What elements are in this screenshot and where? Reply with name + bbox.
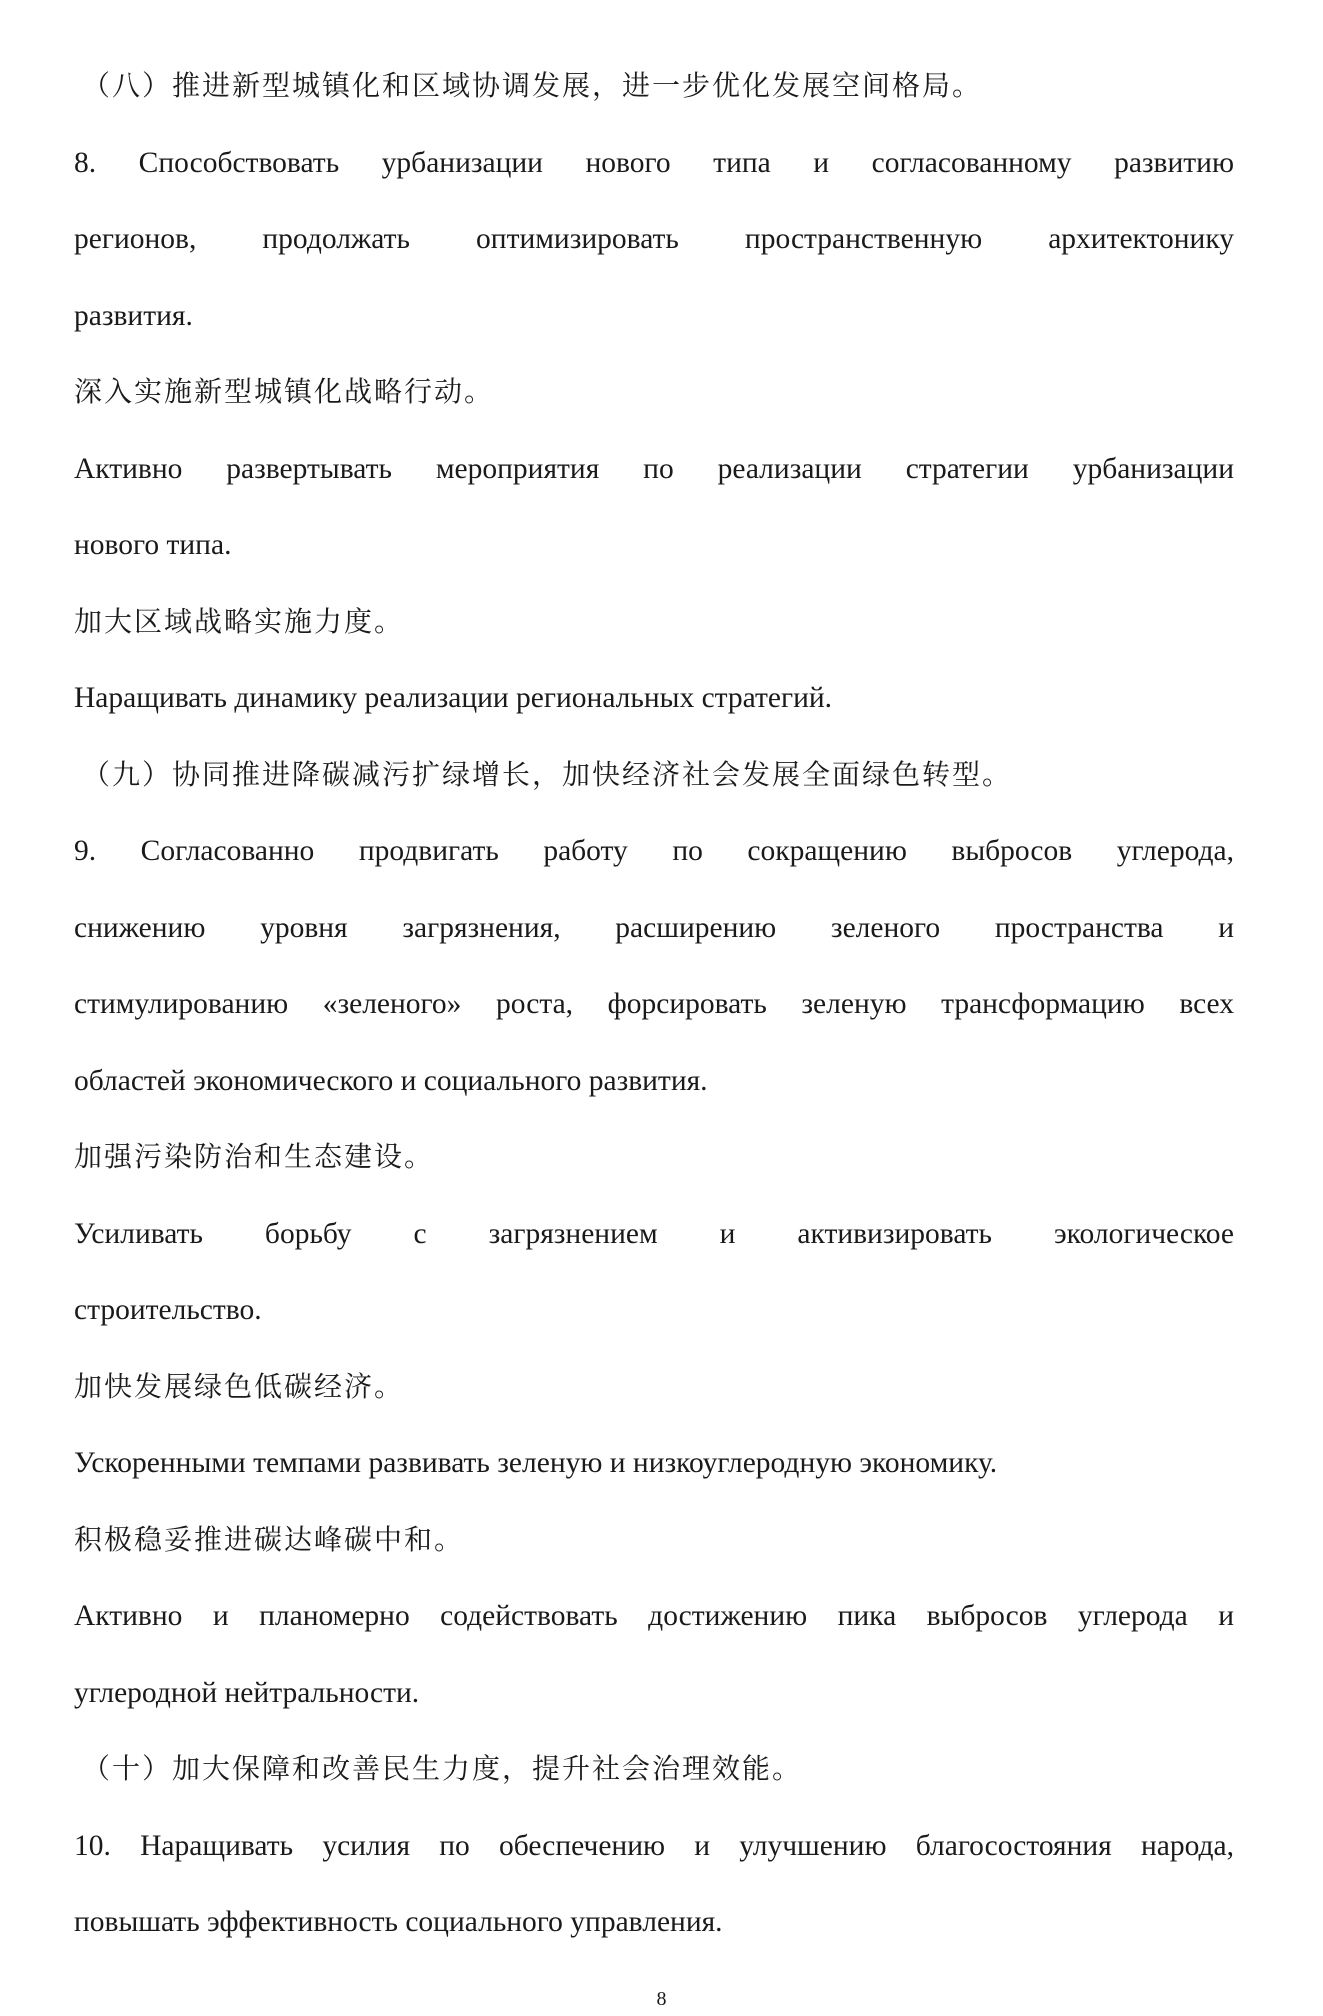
sentence-pollution-zh: 加强污染防治和生态建设。 — [74, 1140, 435, 1173]
paragraph-9-ru-line-1: 9. Согласованно продвигать работу по сокращению выбросов углерода, — [74, 835, 1234, 867]
sentence-green-economy-ru: Ускоренными темпами развивать зеленую и низкоуглеродную экономику. — [74, 1447, 998, 1479]
sentence-pollution-ru-line-2: строительство. — [74, 1294, 262, 1326]
sentence-carbon-zh: 积极稳妥推进碳达峰碳中和。 — [74, 1522, 465, 1556]
paragraph-8-ru-line-2: регионов, продолжать оптимизировать пространственную архитектонику — [74, 223, 1234, 255]
paragraph-9-ru-line-4: областей экономического и социального развития. — [74, 1064, 708, 1097]
sentence-carbon-ru-line-1: Активно и планомерно содействовать достижению пика выбросов углерода и — [74, 1600, 1234, 1632]
heading-section-9-zh: （九）协同推进降碳减污扩绿增长，加快经济社会发展全面绿色转型。 — [82, 757, 1013, 791]
page-number: 8 — [656, 1988, 667, 2010]
sentence-urbanization-ru-line-2: нового типа. — [74, 529, 232, 561]
paragraph-9-ru-line-2: снижению уровня загрязнения, расширению зеленого пространства и — [74, 911, 1234, 944]
paragraph-8-ru-line-1: 8. Способствовать урбанизации нового типа и согласованному развитию — [74, 146, 1234, 179]
paragraph-10-ru-line-1: 10. Наращивать усилия по обеспечению и улучшению благосостояния народа, — [74, 1829, 1234, 1862]
heading-section-10-zh: （十）加大保障和改善民生力度，提升社会治理效能。 — [82, 1752, 803, 1785]
sentence-regional-ru: Наращивать динамику реализации региональных стратегий. — [74, 682, 833, 714]
paragraph-9-ru-line-3: стимулированию «зеленого» роста, форсировать зеленую трансформацию всех — [74, 988, 1234, 1020]
document-page — [74, 68, 1234, 1981]
sentence-regional-zh: 加大区域战略实施力度。 — [74, 604, 405, 638]
sentence-carbon-ru-line-2: углеродной нейтральности. — [74, 1676, 420, 1709]
sentence-urbanization-zh: 深入实施新型城镇化战略行动。 — [74, 375, 495, 408]
sentence-green-economy-zh: 加快发展绿色低碳经济。 — [74, 1369, 405, 1403]
sentence-pollution-ru-line-1: Усиливать борьбу с загрязнением и активизировать экологическое — [74, 1217, 1234, 1250]
sentence-urbanization-ru-line-1: Активно развертывать мероприятия по реализации стратегии урбанизации — [74, 452, 1234, 485]
paragraph-8-ru-line-3: развития. — [74, 299, 193, 332]
heading-section-8-zh: （八）推进新型城镇化和区域协调发展，进一步优化发展空间格局。 — [82, 69, 983, 102]
paragraph-10-ru-line-2: повышать эффективность социального управления. — [74, 1906, 723, 1938]
